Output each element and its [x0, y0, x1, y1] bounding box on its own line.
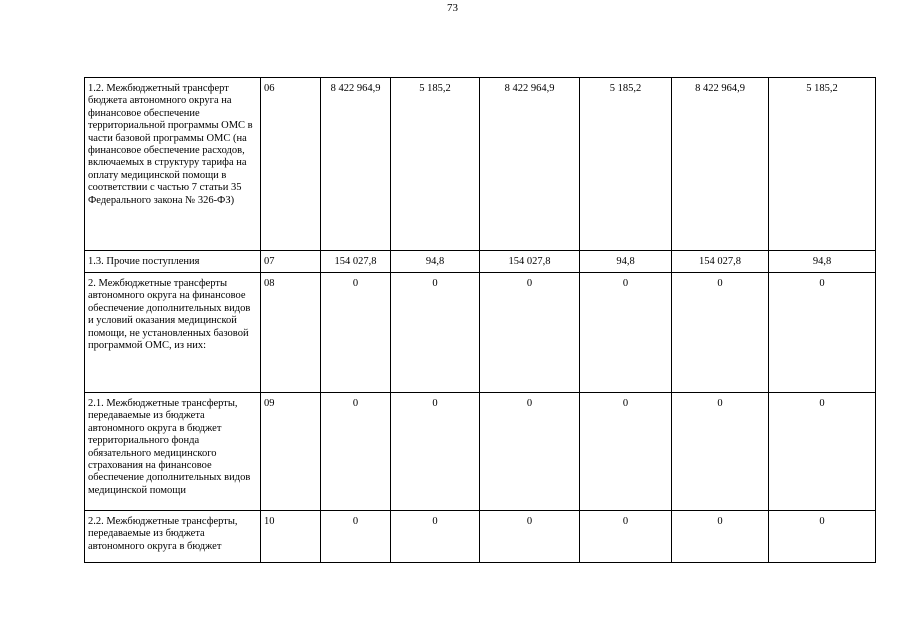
row-value: 94,8 [580, 251, 672, 273]
row-value: 0 [321, 273, 391, 393]
row-value: 0 [769, 273, 876, 393]
row-code: 09 [261, 393, 321, 511]
row-value: 0 [321, 511, 391, 563]
table-row [85, 511, 876, 563]
row-value: 5 185,2 [391, 78, 480, 251]
row-value: 0 [672, 273, 769, 393]
table-row [85, 78, 876, 251]
row-value: 0 [391, 273, 480, 393]
row-value: 0 [580, 511, 672, 563]
row-value: 0 [391, 393, 480, 511]
row-name: 1.3. Прочие поступления [85, 251, 261, 273]
row-value: 0 [769, 393, 876, 511]
page-number: 73 [447, 2, 458, 14]
row-value: 0 [480, 511, 580, 563]
row-value: 154 027,8 [321, 251, 391, 273]
row-value: 8 422 964,9 [321, 78, 391, 251]
row-value: 0 [672, 511, 769, 563]
row-code: 06 [261, 78, 321, 251]
row-value: 0 [480, 273, 580, 393]
table-row [85, 251, 876, 273]
row-code: 07 [261, 251, 321, 273]
row-value: 8 422 964,9 [672, 78, 769, 251]
row-code: 10 [261, 511, 321, 563]
row-name: 1.2. Межбюджетный трансферт бюджета автономного округа на финансовое обеспечение территориальной программы ОМС в части базовой программы ОМС (на финансовое обеспечение расходов, включаемых в структуру тарифа на оплату медицинской помощи в соответствии с частью 7 статьи 35 Федерального закона № 326-ФЗ) [85, 78, 261, 251]
table-row [85, 273, 876, 393]
row-code: 08 [261, 273, 321, 393]
row-name: 2.1. Межбюджетные трансферты, передаваемые из бюджета автономного округа в бюджет территориального фонда обязательного медицинского страхования на финансовое обеспечение дополнительных видов медицинской помощи [85, 393, 261, 511]
budget-table [84, 77, 876, 563]
row-value: 0 [580, 393, 672, 511]
row-value: 5 185,2 [769, 78, 876, 251]
row-value: 154 027,8 [672, 251, 769, 273]
row-value: 8 422 964,9 [480, 78, 580, 251]
row-value: 94,8 [769, 251, 876, 273]
row-value: 0 [480, 393, 580, 511]
row-value: 0 [321, 393, 391, 511]
row-value: 0 [769, 511, 876, 563]
row-value: 0 [672, 393, 769, 511]
row-value: 0 [580, 273, 672, 393]
row-name: 2.2. Межбюджетные трансферты, передаваемые из бюджета автономного округа в бюджет [85, 511, 261, 563]
table-row [85, 393, 876, 511]
row-value: 94,8 [391, 251, 480, 273]
row-value: 5 185,2 [580, 78, 672, 251]
row-value: 154 027,8 [480, 251, 580, 273]
row-name: 2. Межбюджетные трансферты автономного округа на финансовое обеспечение дополнительных видов и условий оказания медицинской помощи, не установленных базовой программой ОМС, из них: [85, 273, 261, 393]
row-value: 0 [391, 511, 480, 563]
